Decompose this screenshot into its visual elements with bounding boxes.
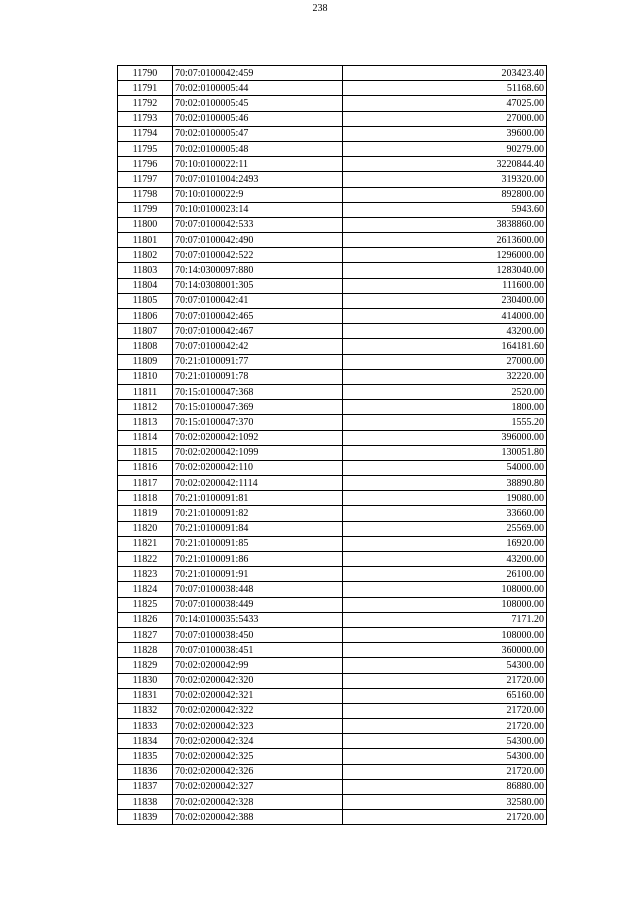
row-number-cell: 11820 [118, 521, 173, 536]
cadastral-number-cell: 70:02:0200042:325 [173, 749, 343, 764]
row-number-cell: 11818 [118, 491, 173, 506]
cadastral-number-cell: 70:21:0100091:78 [173, 369, 343, 384]
cadastral-number-cell: 70:14:0300097:880 [173, 263, 343, 278]
cadastral-number-cell: 70:10:0100022:11 [173, 157, 343, 172]
table-row [118, 66, 547, 81]
table-row [118, 369, 547, 384]
table-row [118, 293, 547, 308]
cadastral-value-cell: 230400.00 [343, 293, 547, 308]
cadastral-value-cell: 7171.20 [343, 612, 547, 627]
row-number-cell: 11825 [118, 597, 173, 612]
row-number-cell: 11816 [118, 460, 173, 475]
cadastral-number-cell: 70:14:0308001:305 [173, 278, 343, 293]
cadastral-value-cell: 21720.00 [343, 719, 547, 734]
row-number-cell: 11822 [118, 552, 173, 567]
cadastral-value-cell: 21720.00 [343, 673, 547, 688]
cadastral-number-cell: 70:15:0100047:370 [173, 415, 343, 430]
cadastral-value-cell: 1555.20 [343, 415, 547, 430]
row-number-cell: 11815 [118, 445, 173, 460]
cadastral-number-cell: 70:21:0100091:82 [173, 506, 343, 521]
cadastral-number-cell: 70:07:0100042:465 [173, 309, 343, 324]
row-number-cell: 11792 [118, 96, 173, 111]
row-number-cell: 11839 [118, 810, 173, 825]
cadastral-number-cell: 70:07:0100042:533 [173, 217, 343, 232]
cadastral-value-cell: 47025.00 [343, 96, 547, 111]
cadastral-number-cell: 70:07:0100042:467 [173, 324, 343, 339]
table-row [118, 460, 547, 475]
row-number-cell: 11791 [118, 81, 173, 96]
cadastral-value-cell: 19080.00 [343, 491, 547, 506]
table-row [118, 521, 547, 536]
row-number-cell: 11817 [118, 476, 173, 491]
cadastral-value-cell: 360000.00 [343, 643, 547, 658]
cadastral-number-cell: 70:07:0100038:451 [173, 643, 343, 658]
table-row [118, 582, 547, 597]
table-row [118, 309, 547, 324]
row-number-cell: 11821 [118, 536, 173, 551]
cadastral-value-cell: 32580.00 [343, 795, 547, 810]
row-number-cell: 11805 [118, 293, 173, 308]
cadastral-number-cell: 70:02:0200042:99 [173, 658, 343, 673]
cadastral-value-cell: 54000.00 [343, 460, 547, 475]
table-row [118, 202, 547, 217]
cadastral-number-cell: 70:07:0100042:459 [173, 66, 343, 81]
row-number-cell: 11807 [118, 324, 173, 339]
row-number-cell: 11814 [118, 430, 173, 445]
cadastral-number-cell: 70:21:0100091:81 [173, 491, 343, 506]
cadastral-number-cell: 70:15:0100047:369 [173, 400, 343, 415]
row-number-cell: 11808 [118, 339, 173, 354]
cadastral-value-cell: 319320.00 [343, 172, 547, 187]
cadastral-number-cell: 70:02:0100005:45 [173, 96, 343, 111]
table-row [118, 111, 547, 126]
table-row [118, 233, 547, 248]
table-row [118, 734, 547, 749]
row-number-cell: 11809 [118, 354, 173, 369]
cadastral-value-cell: 27000.00 [343, 111, 547, 126]
table-row [118, 339, 547, 354]
cadastral-number-cell: 70:02:0200042:1099 [173, 445, 343, 460]
cadastral-number-cell: 70:07:0100042:522 [173, 248, 343, 263]
row-number-cell: 11799 [118, 202, 173, 217]
table-row [118, 126, 547, 141]
cadastral-value-cell: 54300.00 [343, 734, 547, 749]
cadastral-value-cell: 108000.00 [343, 627, 547, 642]
row-number-cell: 11801 [118, 233, 173, 248]
table-row [118, 506, 547, 521]
table-row [118, 157, 547, 172]
cadastral-value-cell: 27000.00 [343, 354, 547, 369]
cadastral-number-cell: 70:02:0100005:46 [173, 111, 343, 126]
cadastral-value-cell: 43200.00 [343, 324, 547, 339]
row-number-cell: 11804 [118, 278, 173, 293]
cadastral-number-cell: 70:02:0200042:322 [173, 703, 343, 718]
table-row [118, 263, 547, 278]
cadastral-value-cell: 164181.60 [343, 339, 547, 354]
row-number-cell: 11826 [118, 612, 173, 627]
row-number-cell: 11796 [118, 157, 173, 172]
table-row [118, 491, 547, 506]
cadastral-number-cell: 70:02:0200042:327 [173, 779, 343, 794]
cadastral-value-cell: 90279.00 [343, 141, 547, 156]
table-row [118, 779, 547, 794]
table-row [118, 643, 547, 658]
cadastral-value-cell: 21720.00 [343, 703, 547, 718]
row-number-cell: 11828 [118, 643, 173, 658]
table-row [118, 476, 547, 491]
cadastral-number-cell: 70:02:0200042:320 [173, 673, 343, 688]
cadastral-number-cell: 70:02:0100005:47 [173, 126, 343, 141]
table-row [118, 567, 547, 582]
table-row [118, 415, 547, 430]
table-row [118, 673, 547, 688]
cadastral-value-cell: 43200.00 [343, 552, 547, 567]
table-row [118, 719, 547, 734]
table-row [118, 612, 547, 627]
cadastral-number-cell: 70:02:0200042:110 [173, 460, 343, 475]
table-row [118, 552, 547, 567]
cadastral-value-cell: 25569.00 [343, 521, 547, 536]
row-number-cell: 11827 [118, 627, 173, 642]
table-row [118, 81, 547, 96]
cadastral-number-cell: 70:07:0100038:448 [173, 582, 343, 597]
table-row [118, 658, 547, 673]
cadastral-value-cell: 3838860.00 [343, 217, 547, 232]
cadastral-value-cell: 2613600.00 [343, 233, 547, 248]
cadastral-value-cell: 21720.00 [343, 764, 547, 779]
row-number-cell: 11823 [118, 567, 173, 582]
table-row [118, 536, 547, 551]
table-row [118, 248, 547, 263]
cadastral-value-cell: 111600.00 [343, 278, 547, 293]
cadastral-value-cell: 32220.00 [343, 369, 547, 384]
table-row [118, 627, 547, 642]
cadastral-value-cell: 1296000.00 [343, 248, 547, 263]
row-number-cell: 11836 [118, 764, 173, 779]
cadastral-value-cell: 5943.60 [343, 202, 547, 217]
cadastral-value-cell: 1283040.00 [343, 263, 547, 278]
row-number-cell: 11810 [118, 369, 173, 384]
cadastral-number-cell: 70:02:0200042:323 [173, 719, 343, 734]
cadastral-value-cell: 21720.00 [343, 810, 547, 825]
cadastral-value-cell: 108000.00 [343, 597, 547, 612]
table-row [118, 172, 547, 187]
table-row [118, 400, 547, 415]
table-row [118, 384, 547, 399]
row-number-cell: 11835 [118, 749, 173, 764]
cadastral-number-cell: 70:02:0200042:326 [173, 764, 343, 779]
cadastral-number-cell: 70:21:0100091:77 [173, 354, 343, 369]
table-row [118, 445, 547, 460]
cadastral-number-cell: 70:02:0200042:1114 [173, 476, 343, 491]
cadastral-number-cell: 70:21:0100091:86 [173, 552, 343, 567]
row-number-cell: 11800 [118, 217, 173, 232]
cadastral-value-cell: 33660.00 [343, 506, 547, 521]
cadastral-number-cell: 70:07:0100038:450 [173, 627, 343, 642]
table-row [118, 430, 547, 445]
table-row [118, 703, 547, 718]
cadastral-value-cell: 396000.00 [343, 430, 547, 445]
cadastral-value-cell: 26100.00 [343, 567, 547, 582]
row-number-cell: 11812 [118, 400, 173, 415]
row-number-cell: 11838 [118, 795, 173, 810]
cadastral-value-cell: 892800.00 [343, 187, 547, 202]
row-number-cell: 11833 [118, 719, 173, 734]
cadastral-value-cell: 54300.00 [343, 749, 547, 764]
table-row [118, 141, 547, 156]
row-number-cell: 11802 [118, 248, 173, 263]
cadastral-number-cell: 70:10:0100022:9 [173, 187, 343, 202]
table-row [118, 187, 547, 202]
row-number-cell: 11819 [118, 506, 173, 521]
row-number-cell: 11829 [118, 658, 173, 673]
cadastral-number-cell: 70:07:0100038:449 [173, 597, 343, 612]
cadastral-value-cell: 414000.00 [343, 309, 547, 324]
row-number-cell: 11798 [118, 187, 173, 202]
row-number-cell: 11830 [118, 673, 173, 688]
table-row [118, 749, 547, 764]
table-row [118, 810, 547, 825]
row-number-cell: 11790 [118, 66, 173, 81]
table-row [118, 96, 547, 111]
cadastral-value-cell: 86880.00 [343, 779, 547, 794]
cadastral-number-cell: 70:21:0100091:91 [173, 567, 343, 582]
cadastral-value-cell: 3220844.40 [343, 157, 547, 172]
row-number-cell: 11793 [118, 111, 173, 126]
row-number-cell: 11813 [118, 415, 173, 430]
cadastral-number-cell: 70:21:0100091:84 [173, 521, 343, 536]
cadastral-number-cell: 70:02:0100005:48 [173, 141, 343, 156]
cadastral-value-cell: 203423.40 [343, 66, 547, 81]
cadastral-value-cell: 65160.00 [343, 688, 547, 703]
table-row [118, 324, 547, 339]
cadastral-number-cell: 70:21:0100091:85 [173, 536, 343, 551]
cadastral-value-cell: 108000.00 [343, 582, 547, 597]
row-number-cell: 11797 [118, 172, 173, 187]
cadastral-value-cell: 2520.00 [343, 384, 547, 399]
row-number-cell: 11795 [118, 141, 173, 156]
cadastral-number-cell: 70:07:0100042:490 [173, 233, 343, 248]
row-number-cell: 11831 [118, 688, 173, 703]
cadastral-number-cell: 70:02:0200042:321 [173, 688, 343, 703]
cadastral-number-cell: 70:07:0100042:42 [173, 339, 343, 354]
page-number: 238 [312, 3, 328, 14]
cadastral-number-cell: 70:14:0100035:5433 [173, 612, 343, 627]
row-number-cell: 11806 [118, 309, 173, 324]
table-row [118, 278, 547, 293]
row-number-cell: 11834 [118, 734, 173, 749]
cadastral-value-cell: 16920.00 [343, 536, 547, 551]
cadastral-number-cell: 70:02:0200042:328 [173, 795, 343, 810]
cadastral-value-cell: 130051.80 [343, 445, 547, 460]
row-number-cell: 11811 [118, 384, 173, 399]
table-row [118, 688, 547, 703]
cadastral-number-cell: 70:07:0100042:41 [173, 293, 343, 308]
row-number-cell: 11837 [118, 779, 173, 794]
cadastral-value-cell: 51168.60 [343, 81, 547, 96]
cadastral-number-cell: 70:02:0200042:324 [173, 734, 343, 749]
table-row [118, 764, 547, 779]
table-row [118, 217, 547, 232]
row-number-cell: 11803 [118, 263, 173, 278]
row-number-cell: 11794 [118, 126, 173, 141]
table-row [118, 354, 547, 369]
table-row [118, 597, 547, 612]
cadastral-value-table [117, 65, 547, 825]
table-body [118, 66, 547, 825]
cadastral-number-cell: 70:07:0101004:2493 [173, 172, 343, 187]
cadastral-value-cell: 38890.80 [343, 476, 547, 491]
cadastral-number-cell: 70:15:0100047:368 [173, 384, 343, 399]
row-number-cell: 11832 [118, 703, 173, 718]
cadastral-number-cell: 70:02:0200042:1092 [173, 430, 343, 445]
cadastral-value-cell: 1800.00 [343, 400, 547, 415]
cadastral-number-cell: 70:02:0100005:44 [173, 81, 343, 96]
cadastral-number-cell: 70:02:0200042:388 [173, 810, 343, 825]
cadastral-value-cell: 39600.00 [343, 126, 547, 141]
row-number-cell: 11824 [118, 582, 173, 597]
cadastral-value-cell: 54300.00 [343, 658, 547, 673]
table-row [118, 795, 547, 810]
cadastral-number-cell: 70:10:0100023:14 [173, 202, 343, 217]
